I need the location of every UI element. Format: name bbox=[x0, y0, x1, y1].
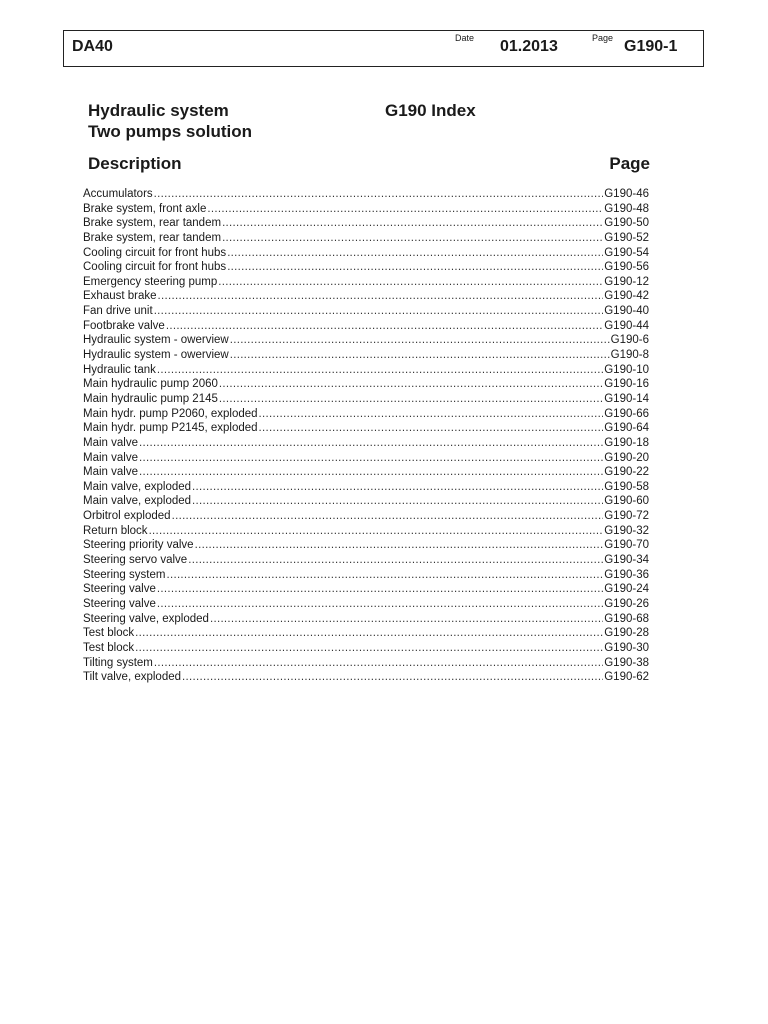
index-entry bbox=[83, 319, 649, 334]
index-entry bbox=[83, 275, 649, 290]
index-entry bbox=[83, 465, 649, 480]
section-title-line1: Hydraulic system bbox=[88, 101, 229, 120]
index-entry bbox=[83, 641, 649, 656]
dot-leader bbox=[157, 582, 603, 597]
entry-name: Hydraulic tank bbox=[83, 363, 156, 376]
index-entry bbox=[83, 348, 649, 363]
entry-name: Test block bbox=[83, 627, 135, 640]
entry-page: G190-68 bbox=[604, 612, 649, 625]
dot-leader bbox=[135, 626, 603, 641]
entry-page: G190-46 bbox=[604, 188, 649, 200]
entry-page: G190-26 bbox=[604, 597, 649, 610]
index-entry bbox=[83, 377, 649, 392]
entry-name: Steering valve bbox=[83, 597, 156, 610]
index-entry bbox=[83, 553, 649, 568]
index-entry bbox=[83, 656, 649, 671]
entry-name: Exhaust brake bbox=[83, 290, 157, 303]
entry-page: G190-20 bbox=[604, 451, 649, 464]
dot-leader bbox=[227, 260, 603, 275]
index-entry bbox=[83, 304, 649, 319]
dot-leader bbox=[139, 436, 603, 451]
index-entry bbox=[83, 524, 649, 539]
entry-name: Steering system bbox=[83, 568, 166, 581]
index-entry bbox=[83, 246, 649, 261]
entry-name: Hydraulic system - owerview bbox=[83, 349, 229, 362]
index-list bbox=[83, 187, 649, 685]
index-entry bbox=[83, 582, 649, 597]
index-entry bbox=[83, 407, 649, 422]
index-entry bbox=[83, 626, 649, 641]
entry-name: Accumulators bbox=[83, 188, 153, 200]
entry-page: G190-14 bbox=[604, 392, 649, 405]
dot-leader bbox=[149, 524, 604, 539]
entry-page: G190-18 bbox=[604, 436, 649, 449]
entry-name: Hydraulic system - owerview bbox=[83, 334, 229, 347]
dot-leader bbox=[135, 641, 603, 656]
index-entry bbox=[83, 568, 649, 583]
entry-page: G190-48 bbox=[604, 202, 649, 215]
entry-page: G190-56 bbox=[604, 261, 649, 274]
entry-name: Steering servo valve bbox=[83, 554, 188, 567]
column-header-page: Page bbox=[609, 154, 650, 173]
index-entry bbox=[83, 612, 649, 627]
entry-name: Cooling circuit for front hubs bbox=[83, 246, 227, 259]
date-value: 01.2013 bbox=[500, 38, 558, 55]
entry-name: Tilt valve, exploded bbox=[83, 671, 182, 684]
entry-name: Main hydr. pump P2060, exploded bbox=[83, 407, 258, 420]
entry-name: Footbrake valve bbox=[83, 319, 165, 332]
entry-name: Steering priority valve bbox=[83, 539, 194, 552]
entry-page: G190-12 bbox=[604, 275, 649, 288]
entry-page: G190-64 bbox=[604, 422, 649, 435]
entry-page: G190-10 bbox=[604, 363, 649, 376]
dot-leader bbox=[157, 597, 603, 612]
dot-leader bbox=[154, 304, 604, 319]
page-label: Page bbox=[592, 33, 614, 43]
dot-leader bbox=[192, 494, 603, 509]
dot-leader bbox=[207, 202, 603, 217]
section-title bbox=[88, 100, 252, 142]
index-entry bbox=[83, 392, 649, 407]
dot-leader bbox=[222, 216, 603, 231]
page-number: G190-1 bbox=[624, 38, 678, 55]
dot-leader bbox=[172, 509, 604, 524]
entry-page: G190-16 bbox=[604, 378, 649, 391]
entry-name: Brake system, front axle bbox=[83, 202, 207, 215]
entry-page: G190-24 bbox=[604, 583, 649, 596]
column-header-description: Description bbox=[88, 154, 182, 173]
index-entry bbox=[83, 187, 649, 202]
section-title-line2: Two pumps solution bbox=[88, 122, 252, 141]
index-entry bbox=[83, 202, 649, 217]
dot-leader bbox=[182, 670, 603, 685]
entry-name: Test block bbox=[83, 641, 135, 654]
entry-page: G190-8 bbox=[610, 349, 649, 362]
entry-page: G190-6 bbox=[610, 334, 649, 347]
dot-leader bbox=[230, 333, 610, 348]
entry-name: Orbitrol exploded bbox=[83, 510, 171, 523]
entry-name: Main valve, exploded bbox=[83, 480, 192, 493]
entry-page: G190-60 bbox=[604, 495, 649, 508]
entry-name: Cooling circuit for front hubs bbox=[83, 261, 227, 274]
entry-page: G190-70 bbox=[604, 539, 649, 552]
index-entry bbox=[83, 333, 649, 348]
entry-page: G190-38 bbox=[604, 656, 649, 669]
entry-name: Return block bbox=[83, 524, 148, 537]
entry-name: Main valve bbox=[83, 466, 138, 479]
index-entry bbox=[83, 436, 649, 451]
dot-leader bbox=[188, 553, 603, 568]
entry-page: G190-52 bbox=[604, 231, 649, 244]
dot-leader bbox=[230, 348, 610, 363]
dot-leader bbox=[154, 656, 603, 671]
entry-page: G190-58 bbox=[604, 480, 649, 493]
date-label: Date bbox=[455, 33, 475, 43]
dot-leader bbox=[195, 538, 604, 553]
index-entry bbox=[83, 289, 649, 304]
dot-leader bbox=[192, 480, 603, 495]
entry-page: G190-32 bbox=[604, 524, 649, 537]
index-title: G190 Index bbox=[385, 101, 476, 120]
dot-leader bbox=[139, 451, 603, 466]
entry-name: Main hydraulic pump 2145 bbox=[83, 392, 218, 405]
index-entry bbox=[83, 363, 649, 378]
index-entry bbox=[83, 597, 649, 612]
entry-name: Main hydr. pump P2145, exploded bbox=[83, 422, 258, 435]
index-entry bbox=[83, 494, 649, 509]
index-entry bbox=[83, 451, 649, 466]
entry-page: G190-66 bbox=[604, 407, 649, 420]
entry-name: Brake system, rear tandem bbox=[83, 231, 222, 244]
entry-name: Steering valve bbox=[83, 583, 156, 596]
entry-page: G190-42 bbox=[604, 290, 649, 303]
entry-page: G190-34 bbox=[604, 554, 649, 567]
dot-leader bbox=[259, 407, 604, 422]
entry-name: Brake system, rear tandem bbox=[83, 217, 222, 230]
dot-leader bbox=[210, 612, 603, 627]
dot-leader bbox=[259, 421, 604, 436]
index-entry bbox=[83, 670, 649, 685]
index-entry bbox=[83, 509, 649, 524]
dot-leader bbox=[158, 289, 604, 304]
index-entry bbox=[83, 216, 649, 231]
dot-leader bbox=[139, 465, 603, 480]
entry-page: G190-44 bbox=[604, 319, 649, 332]
entry-name: Tilting system bbox=[83, 656, 153, 669]
dot-leader bbox=[219, 377, 603, 392]
entry-page: G190-40 bbox=[604, 305, 649, 318]
entry-name: Main valve bbox=[83, 436, 138, 449]
entry-name: Main valve bbox=[83, 451, 138, 464]
entry-page: G190-54 bbox=[604, 246, 649, 259]
entry-page: G190-62 bbox=[604, 671, 649, 684]
entry-page: G190-30 bbox=[604, 641, 649, 654]
index-entry bbox=[83, 231, 649, 246]
index-entry bbox=[83, 421, 649, 436]
model-name: DA40 bbox=[72, 38, 113, 55]
header-box bbox=[63, 30, 704, 67]
entry-page: G190-36 bbox=[604, 568, 649, 581]
entry-name: Main hydraulic pump 2060 bbox=[83, 378, 218, 391]
dot-leader bbox=[166, 568, 603, 583]
entry-name: Emergency steering pump bbox=[83, 275, 218, 288]
dot-leader bbox=[157, 363, 603, 378]
dot-leader bbox=[154, 187, 604, 202]
entry-page: G190-22 bbox=[604, 466, 649, 479]
entry-page: G190-50 bbox=[604, 217, 649, 230]
dot-leader bbox=[227, 246, 603, 261]
index-entry bbox=[83, 538, 649, 553]
dot-leader bbox=[219, 392, 603, 407]
entry-name: Steering valve, exploded bbox=[83, 612, 209, 625]
index-entry bbox=[83, 260, 649, 275]
entry-page: G190-72 bbox=[604, 510, 649, 523]
index-entry bbox=[83, 480, 649, 495]
dot-leader bbox=[218, 275, 603, 290]
entry-page: G190-28 bbox=[604, 627, 649, 640]
entry-name: Fan drive unit bbox=[83, 305, 153, 318]
dot-leader bbox=[166, 319, 603, 334]
dot-leader bbox=[222, 231, 603, 246]
entry-name: Main valve, exploded bbox=[83, 495, 192, 508]
